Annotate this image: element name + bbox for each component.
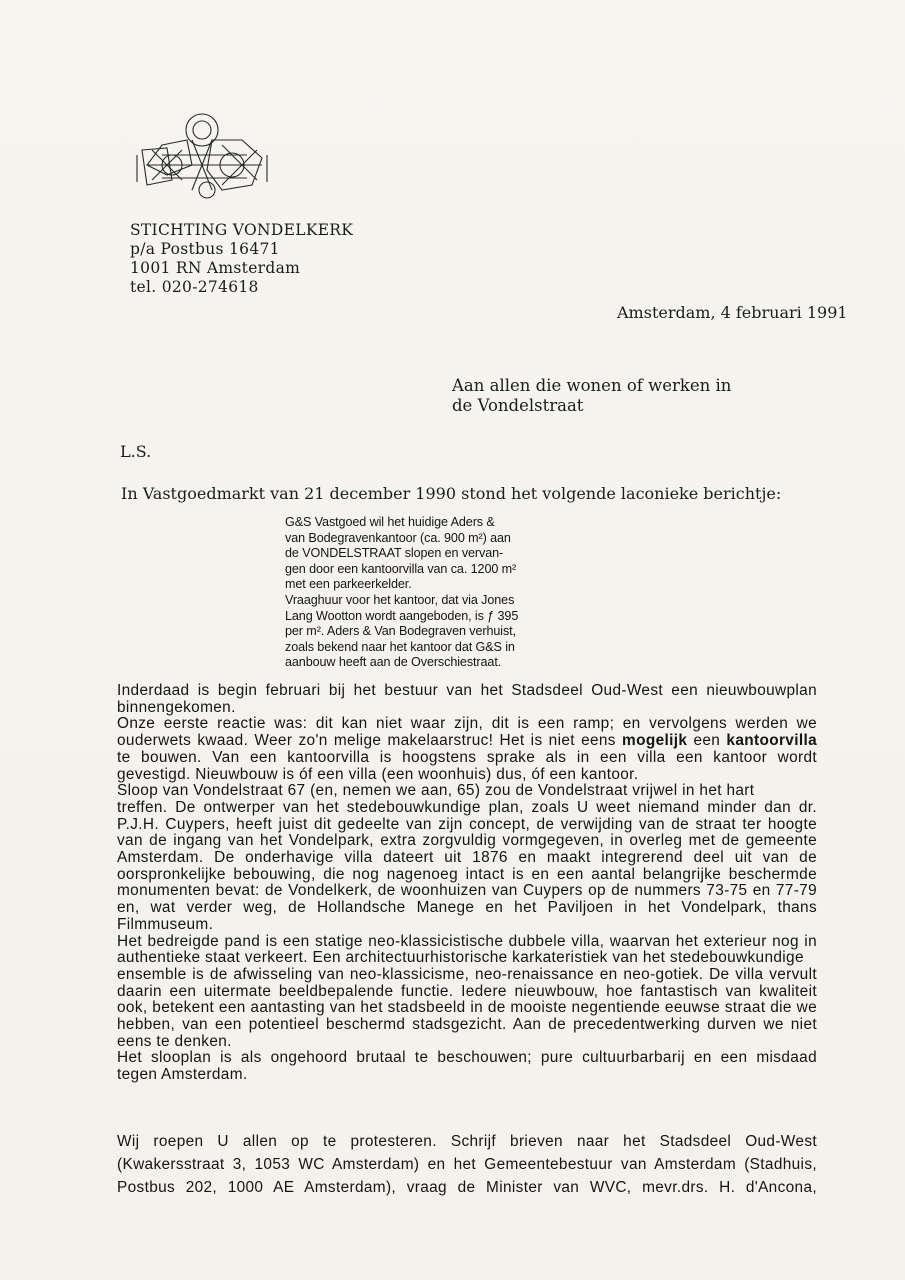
quote-line: aanbouw heeft aan de Overschiestraat. [285,655,502,670]
body-line: Sloop van Vondelstraat 67 (en, nemen we aan, 65) zou de Vondelstraat vrijwel in het hart [117,782,755,800]
body-line: ensemble is de afwisseling van neo-klassicisme, neo-renaissance en neo-gotiek. De villa vervult [117,965,817,983]
salutation: L.S. [120,442,152,461]
org-name: STICHTING VONDELKERK [130,221,354,239]
org-postbus: p/a Postbus 16471 [130,240,280,258]
cta-line: (Kwakersstraat 3, 1053 WC Amsterdam) en het Gemeentebestuur van Amsterdam (Stadhuis, [117,1156,817,1173]
addressee-line-1: Aan allen die wonen of werken in [452,376,732,395]
quote-line: per m². Aders & Van Bodegraven verhuist, [285,624,516,639]
body-line: van de ingang van het Vondelpark, extra zorgvuldig vormgegeven, in overleg met de gemeente [117,832,817,850]
quote-line: Vraaghuur voor het kantoor, dat via Jones [285,592,515,607]
vondelkerk-logo [132,110,272,205]
quote-line: van Bodegravenkantoor (ca. 900 m²) aan [285,530,511,545]
quote-line: gen door een kantoorvilla van ca. 1200 m² [285,561,517,576]
call-to-action [117,1130,817,1199]
body-line: monumenten bevat: de Vondelkerk, de woonhuizen van Cuypers op de nummers 73-75 en 77-79 [117,882,817,900]
body-line: gevestigd. Nieuwbouw is óf een villa (een woonhuis) dus, óf een kantoor. [117,765,639,783]
body-line: en, wat verder weg, de Hollandsche Manege en het Paviljoen in het Vondelpark, thans [117,899,817,917]
org-city: 1001 RN Amsterdam [130,259,301,277]
body-line: ouderwets kwaad. Weer zo'n melige makelaarstruc! Het is niet eens mogelijk een kantoorvilla [117,732,817,750]
body-line: te bouwen. Van een kantoorvilla is hoogstens sprake als in een villa een kantoor wordt [117,748,817,766]
letter-body [117,683,817,1084]
body-line: authentieke staat verkeert. Een architectuurhistorische karkateristiek van het stedebouwkundige [117,949,804,967]
body-line: hebben, van een potentieel beschermd stadsgezicht. Aan de precedentwerking durven we niet [117,1016,817,1034]
body-line: Het bedreigde pand is een statige neo-klassicistische dubbele villa, waarvan het exterieur nog in [117,932,817,950]
quote-line: de VONDELSTRAAT slopen en vervan- [285,546,504,561]
addressee-line-2: de Vondelstraat [452,396,584,415]
body-line: binnengekomen. [117,698,236,716]
quote-line: zoals bekend naar het kantoor dat G&S in [285,639,515,654]
body-line: Amsterdam. De onderhavige villa dateert uit 1876 en maakt integrerend deel uit van de [117,849,817,867]
body-line: ook, betekent een aantasting van het stadsbeeld in de mooiste negentiende eeuwse straat die we [117,999,817,1017]
emphasis-mogelijk: mogelijk [622,732,688,750]
sender-block [130,221,353,297]
body-line: Onze eerste reactie was: dit kan niet waar zijn, dit is een ramp; en vervolgens werden we [117,715,817,733]
quote-line: Lang Wootton wordt aangeboden, is ƒ 395 [285,608,519,623]
body-line: daarin een uitermate beeldbepalende functie. Iedere nieuwbouw, hoe fantastisch van kwaliteit [117,982,817,1000]
body-line: Inderdaad is begin februari bij het bestuur van het Stadsdeel Oud-West een nieuwbouwplan [117,682,817,699]
body-line: eens te denken. [117,1032,232,1050]
intro-sentence: In Vastgoedmarkt van 21 december 1990 stond het volgende laconieke berichtje: [121,484,782,503]
body-line: treffen. De ontwerper van het stedebouwkundige plan, zoals U weet niemand minder dan dr. [117,798,817,816]
org-phone: tel. 020-274618 [130,278,259,296]
body-line: Het slooplan is als ongehoord brutaal te beschouwen; pure cultuurbarbarij en een misdaad [117,1049,817,1067]
cta-line: Postbus 202, 1000 AE Amsterdam), vraag de Minister van WVC, mevr.drs. H. d'Ancona, [117,1179,817,1196]
cta-line: Wij roepen U allen op te protesteren. Schrijf brieven naar het Stadsdeel Oud-West [117,1133,817,1150]
body-line: tegen Amsterdam. [117,1066,248,1084]
quote-line: G&S Vastgoed wil het huidige Aders & [285,515,495,529]
letter-date: Amsterdam, 4 februari 1991 [617,303,848,322]
quote-line: met een parkeerkelder. [285,577,412,592]
body-line: Filmmuseum. [117,915,214,933]
body-line: oorspronkelijke bebouwing, die nog nagenoeg intact is en een aantal belangrijke beschermde [117,865,817,883]
quoted-clipping [285,515,575,671]
addressee-block [452,376,731,416]
emphasis-kantoorvilla: kantoorvilla [726,732,817,750]
body-line: P.J.H. Cuypers, heeft juist dit gedeelte van zijn concept, de verwijding van de straat ter hoogte [117,815,817,833]
